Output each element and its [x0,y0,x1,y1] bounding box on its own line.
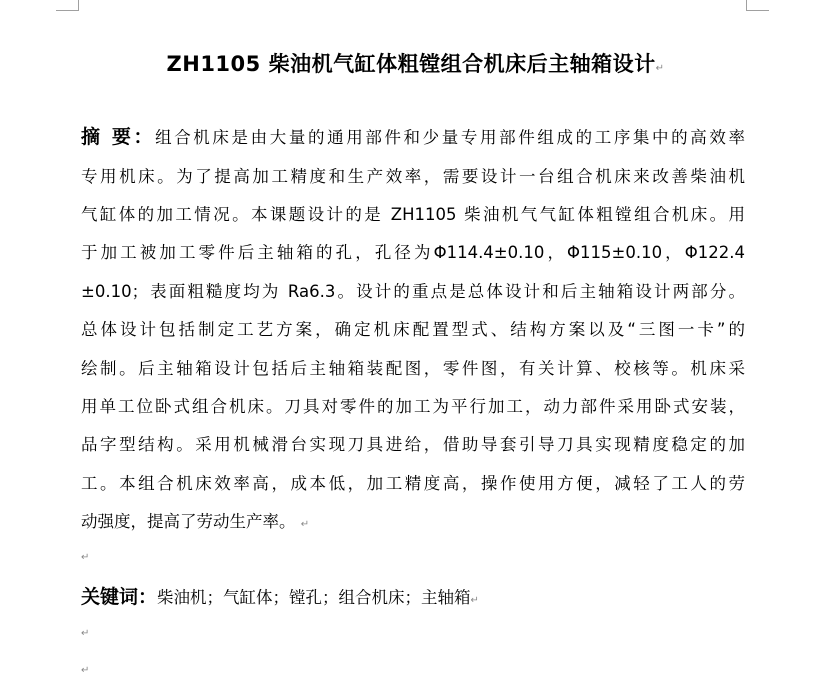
paragraph-mark: ↵ [655,63,665,74]
abstract-line[interactable]: 气缸体的加工情况。本课题设计的是 ZH1105 柴油机气气缸体粗镗组合机床。用 [81,205,745,224]
abstract-line[interactable] [81,122,745,149]
keywords-line[interactable] [81,582,479,609]
abstract-text: 动强度，提高了劳动生产率。 [81,512,296,531]
abstract-line[interactable]: 总体设计包括制定工艺方案，确定机床配置型式、结构方案以及“三图一卡”的 [81,320,745,339]
margin-corner-mark [56,0,79,11]
keywords-label: 关键词： [81,586,158,608]
paragraph-mark: ↵ [81,665,90,676]
abstract-line[interactable]: 于加工被加工零件后主轴箱的孔，孔径为Φ114.4±0.10，Φ115±0.10，Φ122.4 [81,243,745,262]
paragraph-mark: ↵ [81,552,90,563]
keywords-value: 柴油机；气缸体；镗孔；组合机床；主轴箱 [157,588,471,607]
paragraph-mark: ↵ [300,519,310,530]
abstract-line[interactable]: ±0.10；表面粗糙度均为 Ra6.3。设计的重点是总体设计和后主轴箱设计两部分。 [81,282,745,301]
abstract-line[interactable]: 专用机床。为了提高加工精度和生产效率，需要设计一台组合机床来改善柴油机 [81,167,745,186]
abstract-line[interactable]: 绘制。后主轴箱设计包括后主轴箱装配图，零件图，有关计算、校核等。机床采 [81,359,745,378]
abstract-line[interactable]: 品字型结构。采用机械滑台实现刀具进给，借助导套引导刀具实现精度稳定的加 [81,435,745,454]
margin-corner-mark [746,0,769,11]
abstract-label: 摘 要： [81,126,156,148]
abstract-line[interactable]: 工。本组合机床效率高，成本低，加工精度高，操作使用方便，减轻了工人的劳 [81,474,745,493]
paragraph-mark: ↵ [470,595,479,606]
document-title[interactable] [0,48,831,78]
paragraph-mark: ↵ [81,628,90,639]
abstract-text: 组合机床是由大量的通用部件和少量专用部件组成的工序集中的高效率 [155,128,745,147]
title-text: ZH1105 柴油机气缸体粗镗组合机床后主轴箱设计 [166,52,656,76]
abstract-line[interactable] [81,508,745,532]
abstract-line[interactable]: 用单工位卧式组合机床。刀具对零件的加工为平行加工，动力部件采用卧式安装， [81,397,745,416]
